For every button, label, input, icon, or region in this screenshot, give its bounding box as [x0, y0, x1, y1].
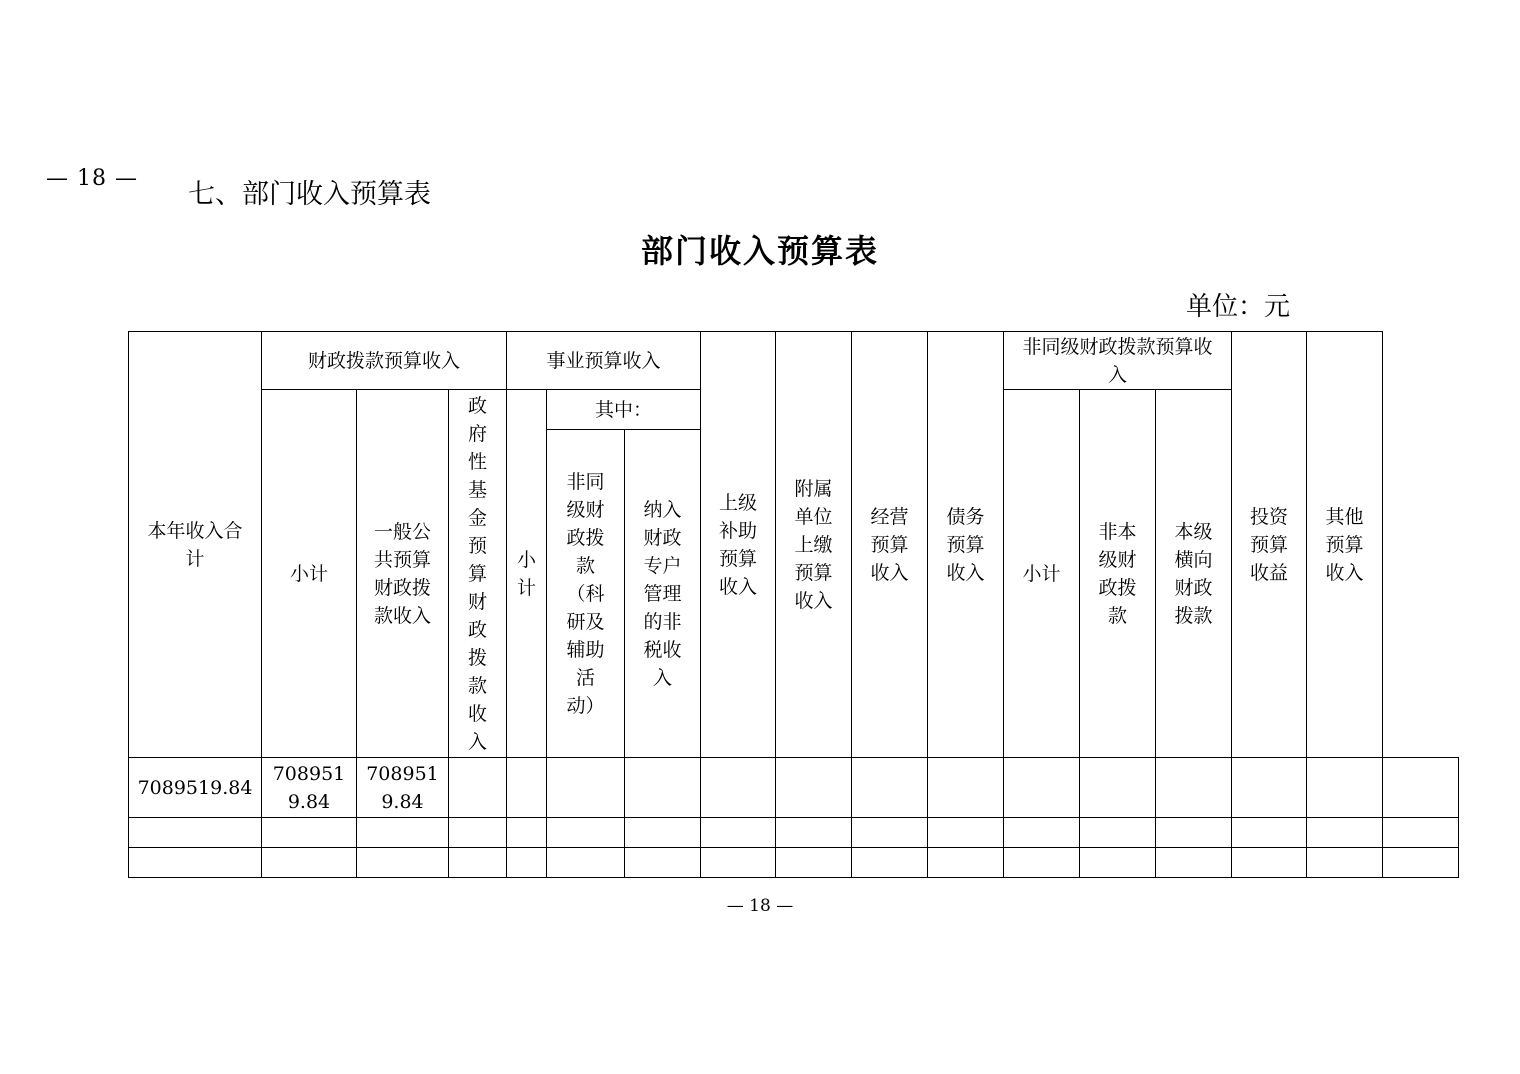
- table-cell: [262, 848, 357, 878]
- header-gov-fund: 政府性基金预算财政拨款收入: [449, 390, 507, 758]
- cell-general-public: 7089519.84: [357, 758, 449, 818]
- header-general-public: 一般公共预算财政拨款收入: [357, 390, 449, 758]
- header-superior-subsidy: 上级补助预算收入: [701, 332, 776, 758]
- table-cell: [449, 758, 507, 818]
- table-cell: [928, 758, 1004, 818]
- table-cell: [1080, 848, 1156, 878]
- table-cell: [1307, 818, 1383, 848]
- table-cell: [1232, 758, 1307, 818]
- table-row: [129, 758, 1459, 818]
- table-cell: [928, 818, 1004, 848]
- table-cell: [701, 818, 776, 848]
- cell-total: 7089519.84: [129, 758, 262, 818]
- table-cell: [507, 758, 547, 818]
- table-cell: [1232, 818, 1307, 848]
- document-title: 部门收入预算表: [640, 232, 879, 270]
- table-cell: [625, 758, 701, 818]
- table-cell: [547, 818, 625, 848]
- header-nonsame-level-research: 非同级财政拨款（科研及辅助活动）: [547, 430, 625, 758]
- header-debt: 债务预算收入: [928, 332, 1004, 758]
- page-number-top: — 18 —: [46, 166, 138, 191]
- table-cell: [129, 848, 262, 878]
- unit-label: 单位：元: [1186, 292, 1291, 322]
- table-cell: [1156, 848, 1232, 878]
- table-cell: [262, 818, 357, 848]
- header-fiscal-subtotal: 小计: [262, 390, 357, 758]
- table-cell: [776, 848, 852, 878]
- header-business-subtotal: 小计: [507, 390, 547, 758]
- table-cell: [449, 818, 507, 848]
- table-cell: [547, 758, 625, 818]
- table-cell: [776, 758, 852, 818]
- header-affiliated-turnover: 附属单位上缴预算收入: [776, 332, 852, 758]
- table-cell: [1004, 818, 1080, 848]
- table-cell: [547, 848, 625, 878]
- table-cell: [507, 818, 547, 848]
- header-business-group: 事业预算收入: [507, 332, 701, 390]
- table-cell: [1156, 818, 1232, 848]
- section-heading: 七、部门收入预算表: [188, 179, 431, 210]
- table-cell: [852, 848, 928, 878]
- header-total: 本年收入合计: [129, 332, 262, 758]
- table-cell: [507, 848, 547, 878]
- header-fiscal-group: 财政拨款预算收入: [262, 332, 507, 390]
- table-cell: [701, 848, 776, 878]
- page-number-bottom: — 18 —: [726, 896, 794, 916]
- table-cell: [357, 848, 449, 878]
- table-cell: [1080, 758, 1156, 818]
- cell-fiscal-subtotal: 7089519.84: [262, 758, 357, 818]
- table-cell: [1307, 758, 1383, 818]
- header-investment: 投资预算收益: [1232, 332, 1307, 758]
- header-this-level-horizontal: 本级横向财政拨款: [1156, 390, 1232, 758]
- table-cell: [928, 848, 1004, 878]
- table-cell: [1383, 758, 1459, 818]
- table-cell: [1383, 848, 1459, 878]
- table-cell: [852, 818, 928, 848]
- table-cell: [1080, 818, 1156, 848]
- table-row: [129, 818, 1459, 848]
- table-cell: [129, 818, 262, 848]
- table-cell: [1156, 758, 1232, 818]
- table-cell: [1307, 848, 1383, 878]
- header-of-which: 其中：: [547, 390, 701, 430]
- header-non-this-level: 非本级财政拨款: [1080, 390, 1156, 758]
- table-cell: [1004, 848, 1080, 878]
- table-cell: [357, 818, 449, 848]
- header-operating: 经营预算收入: [852, 332, 928, 758]
- table-cell: [1004, 758, 1080, 818]
- header-special-account: 纳入财政专户管理的非税收入: [625, 430, 701, 758]
- table-cell: [625, 818, 701, 848]
- table-cell: [776, 818, 852, 848]
- table-cell: [701, 758, 776, 818]
- income-budget-table: [128, 331, 1459, 878]
- table-cell: [625, 848, 701, 878]
- header-row-1: [129, 332, 1459, 390]
- header-other: 其他预算收入: [1307, 332, 1383, 758]
- table-cell: [449, 848, 507, 878]
- header-nonsame-group: 非同级财政拨款预算收入: [1004, 332, 1232, 390]
- header-nonsame-subtotal: 小计: [1004, 390, 1080, 758]
- table-cell: [1232, 848, 1307, 878]
- table-cell: [1383, 818, 1459, 848]
- table-cell: [852, 758, 928, 818]
- table-row: [129, 848, 1459, 878]
